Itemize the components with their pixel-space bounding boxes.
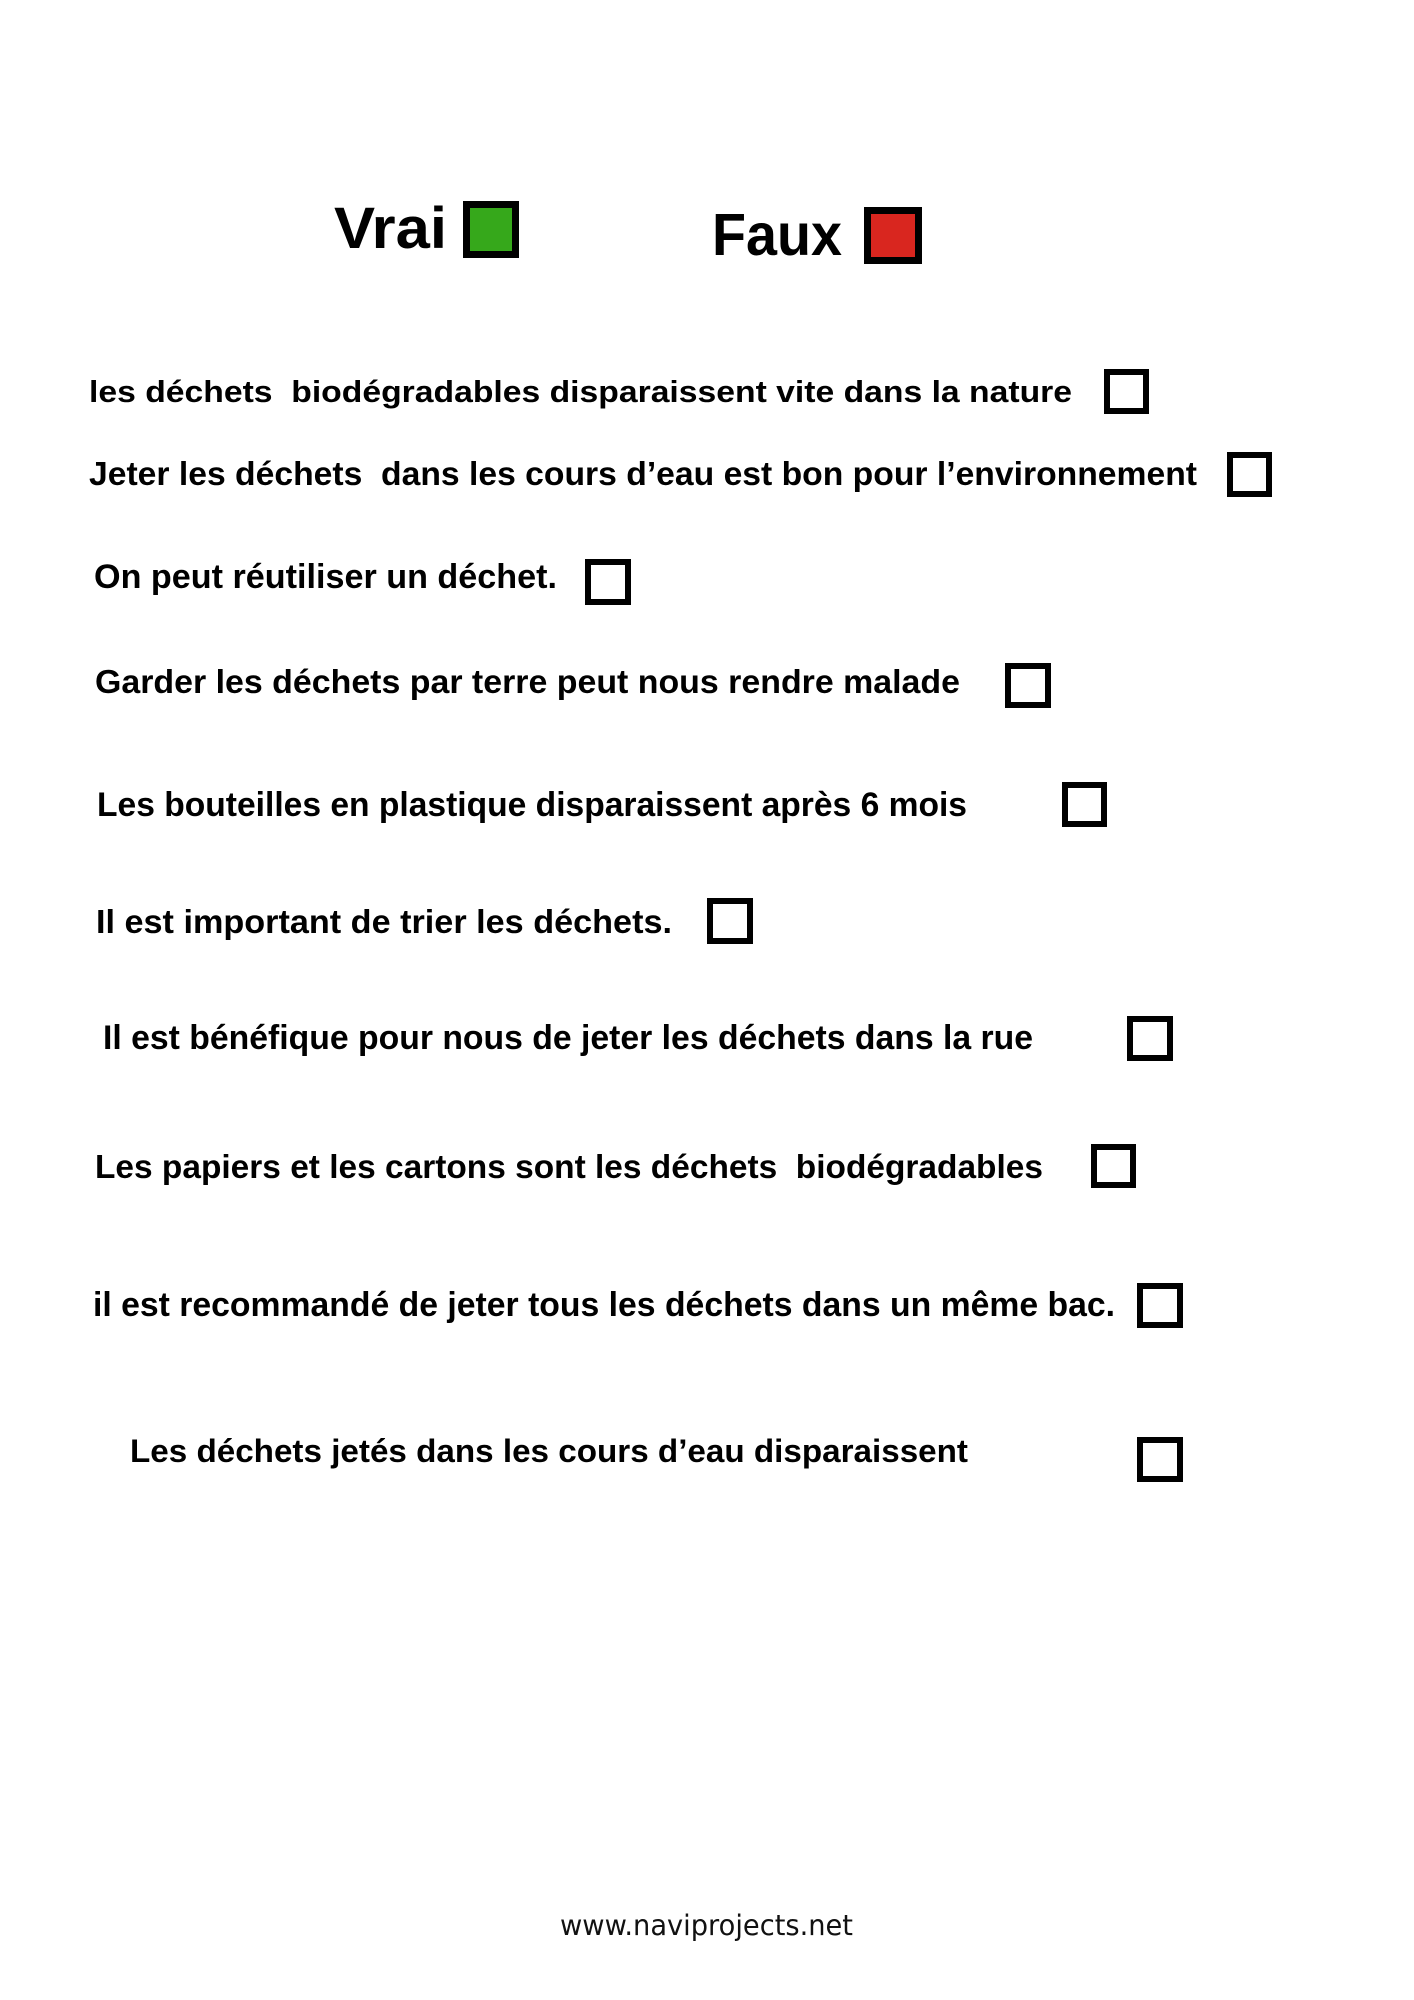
legend-false-swatch [864, 207, 922, 264]
statement-text: Les bouteilles en plastique disparaissent après 6 mois [97, 786, 967, 825]
statement-checkbox[interactable] [1062, 782, 1107, 827]
statement-checkbox[interactable] [1137, 1437, 1183, 1482]
statement-checkbox[interactable] [1227, 452, 1272, 497]
statement-checkbox[interactable] [707, 898, 753, 944]
statement-text: Il est bénéfique pour nous de jeter les déchets dans la rue [103, 1019, 1033, 1058]
statement-text: Il est important de trier les déchets. [96, 903, 672, 941]
statement-checkbox[interactable] [1091, 1144, 1136, 1188]
statement-text: On peut réutiliser un déchet. [94, 558, 557, 597]
legend-false-label: Faux [712, 200, 842, 268]
footer-url[interactable]: www.naviprojects.net [560, 1908, 853, 1943]
statement-checkbox[interactable] [1005, 663, 1051, 708]
legend-true-label: Vrai [334, 195, 447, 261]
statement-checkbox[interactable] [585, 559, 631, 605]
statement-text: il est recommandé de jeter tous les déchets dans un même bac. [93, 1286, 1115, 1325]
statement-checkbox[interactable] [1104, 369, 1149, 414]
legend-true-swatch [463, 201, 519, 258]
statement-text: les déchets biodégradables disparaissent vite dans la nature [89, 375, 1072, 410]
statement-checkbox[interactable] [1137, 1283, 1183, 1328]
statement-text: Les déchets jetés dans les cours d’eau disparaissent [130, 1432, 968, 1469]
statement-text: Jeter les déchets dans les cours d’eau est bon pour l’environnement [89, 455, 1197, 493]
statement-text: Les papiers et les cartons sont les déchets biodégradables [95, 1148, 1043, 1186]
statement-checkbox[interactable] [1127, 1016, 1173, 1061]
statement-text: Garder les déchets par terre peut nous rendre malade [95, 663, 961, 701]
